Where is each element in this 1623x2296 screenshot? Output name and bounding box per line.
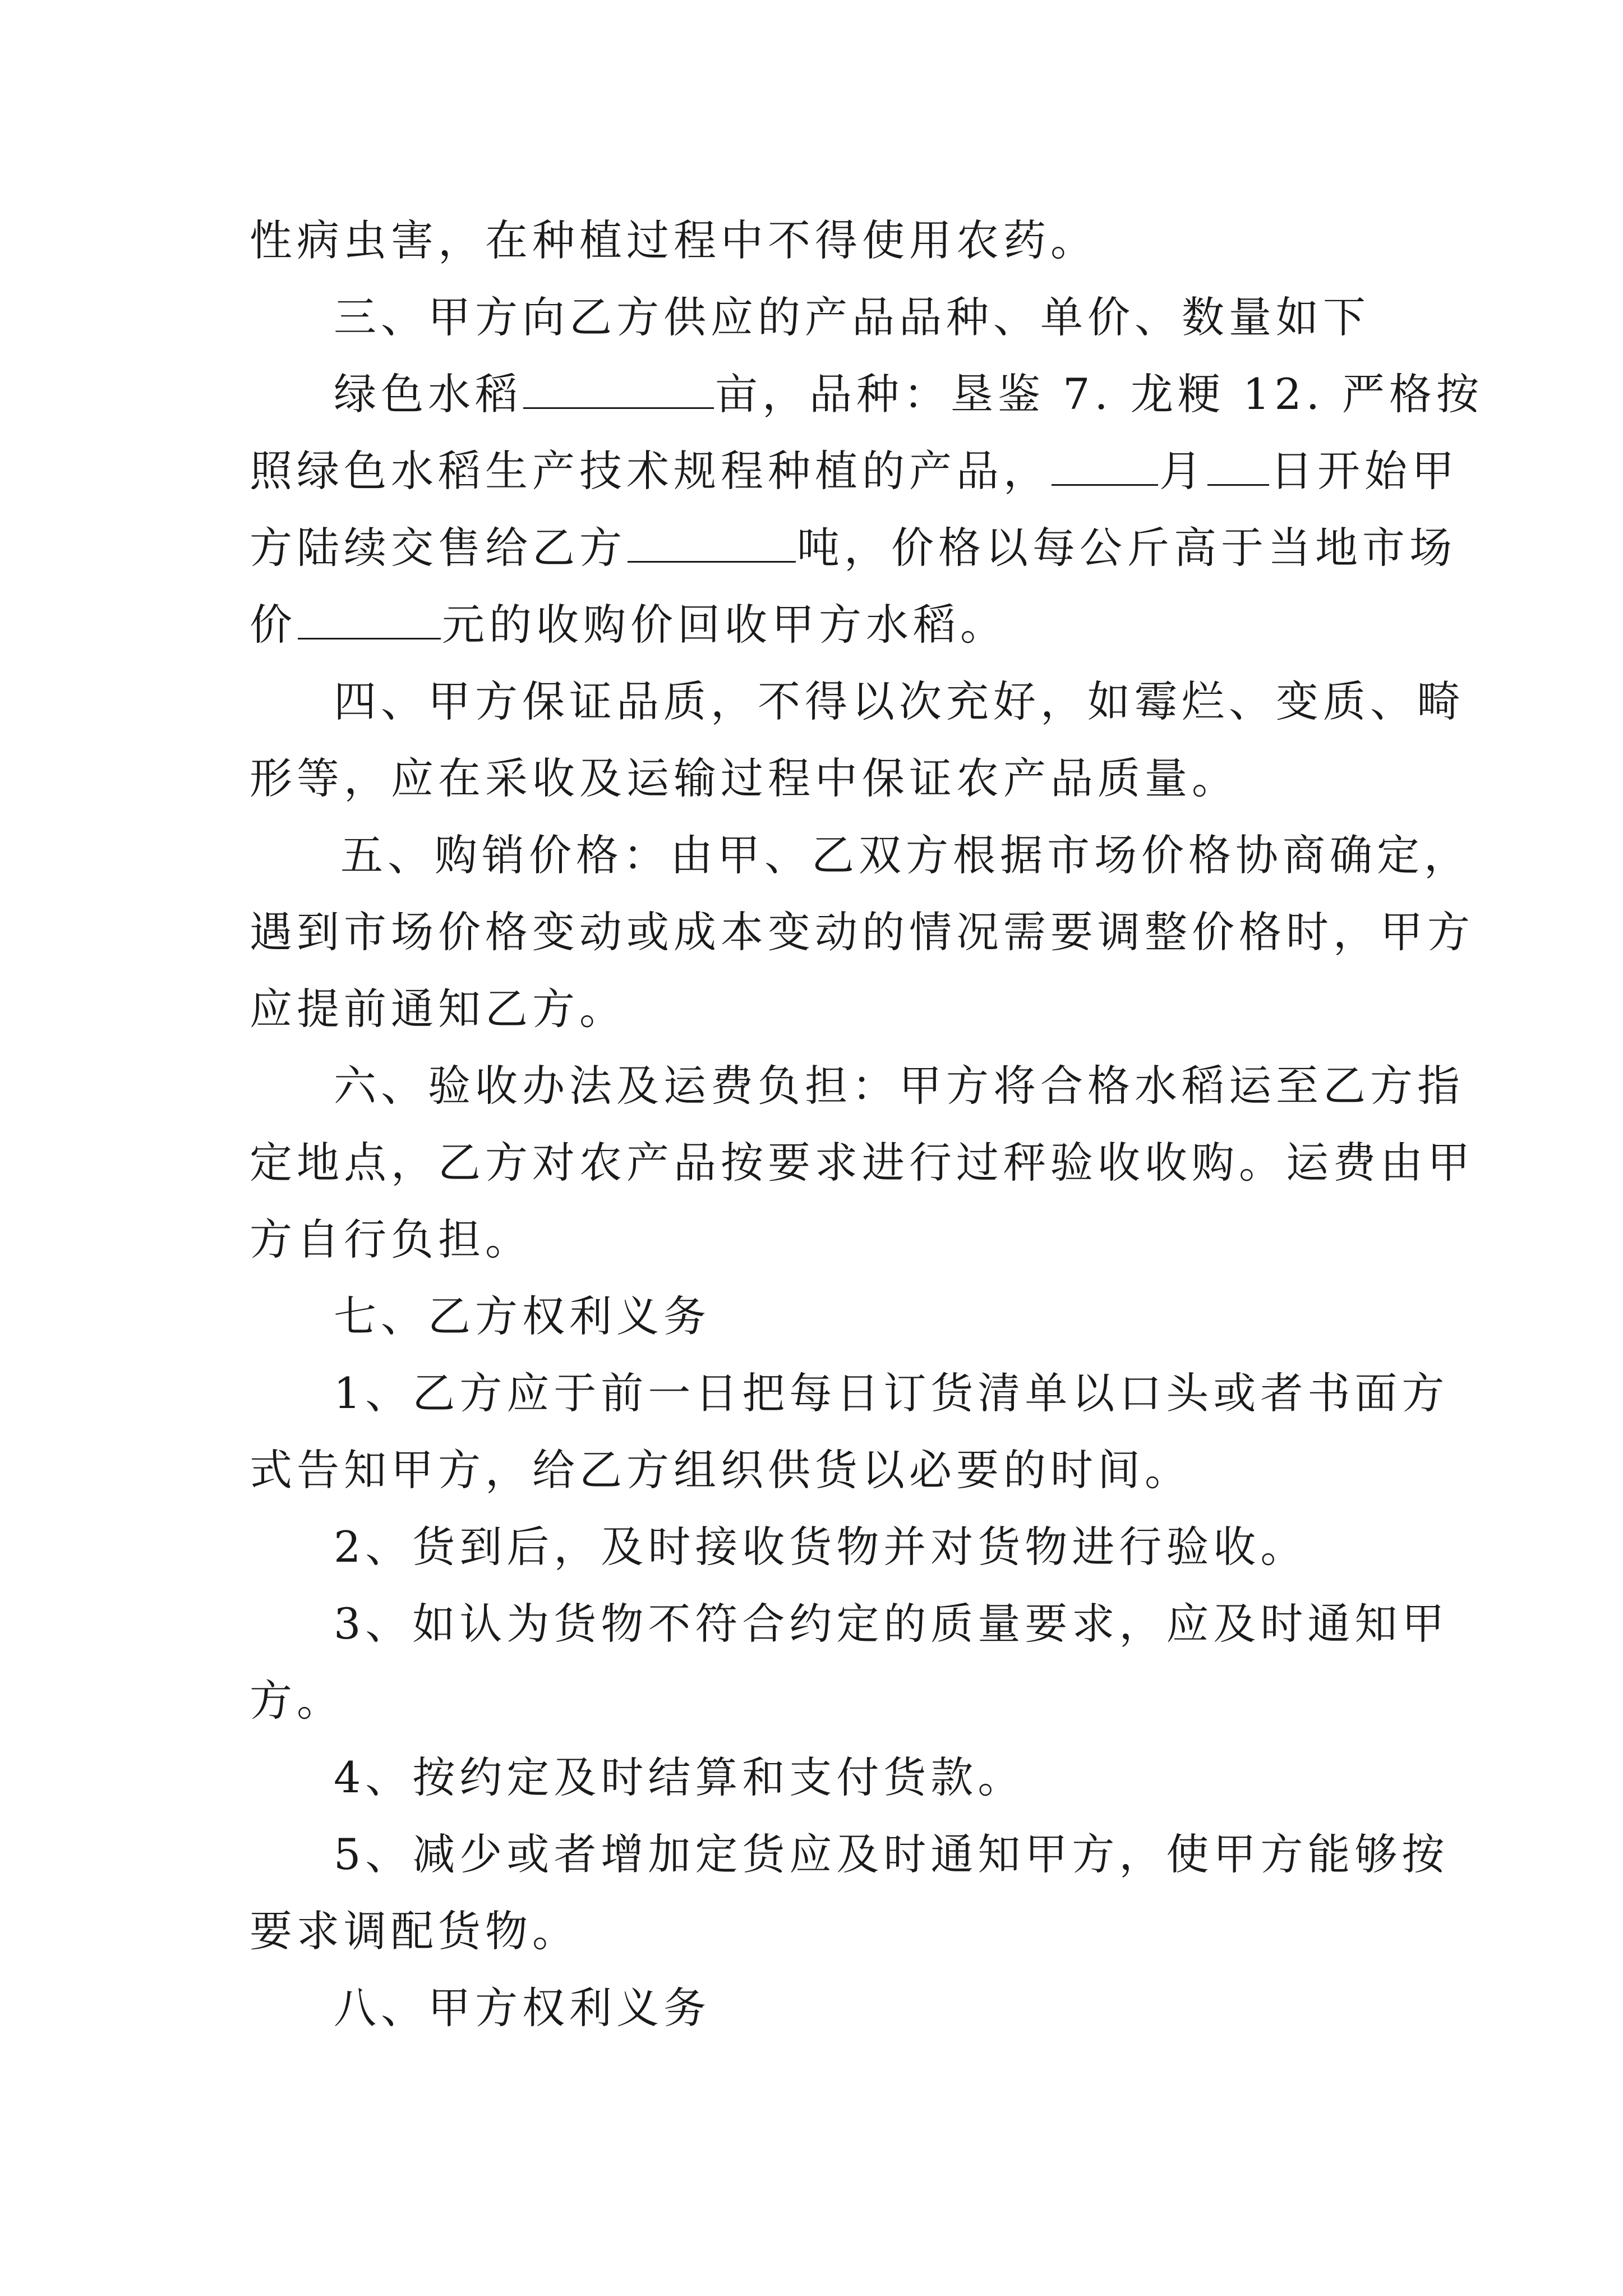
line-text: 亩，品种：垦鉴 7. 龙粳 12. 严格按 [715,369,1484,419]
list-item-2 [250,1508,1416,1585]
line-text: 日开始甲 [1270,446,1459,496]
list-item-1 [250,1355,1449,1432]
line-text: 六、验收办法及运费负担：甲方将合格水稻运至乙方指 [334,1061,1464,1111]
line-text: 五、购销价格：由甲、乙双方根据市场价格协商确定， [340,830,1471,880]
line-text: 4、按约定及时结算和支付货款。 [334,1752,1025,1802]
blank-acres [523,368,714,409]
section-heading-5 [250,817,1471,894]
text-line [250,356,1484,432]
text-line [250,1893,1416,1970]
list-item-5 [250,1816,1449,1893]
line-text: 八、甲方权利义务 [334,1983,711,2033]
line-text: 1、乙方应于前一日把每日订货清单以口头或者书面方 [334,1368,1449,1418]
section-heading-8 [250,1970,1416,2046]
line-text: 方自行负担。 [250,1214,532,1264]
document-body [250,202,1484,2046]
text-line [250,1124,1474,1201]
line-text: 三、甲方向乙方供应的产品品种、单价、数量如下 [334,292,1370,342]
list-item-3 [250,1585,1449,1662]
line-text: 方。 [250,1676,344,1726]
section-heading-4 [250,663,1464,740]
text-line [250,432,1459,509]
line-text: 形等，应在采收及运输过程中保证农产品质量。 [250,753,1239,803]
text-line [250,1432,1416,1508]
list-item-4 [250,1739,1416,1816]
line-text: 应提前通知乙方。 [250,984,626,1034]
line-text: 3、如认为货物不符合约定的质量要求，应及时通知甲 [334,1599,1449,1649]
line-text: 月 [1159,446,1206,496]
line-text: 绿色水稻 [334,369,522,419]
line-text: 方陆续交售给乙方 [250,523,626,573]
blank-tons [628,522,796,563]
line-text: 七、乙方权利义务 [334,1291,711,1341]
blank-day [1207,445,1269,486]
text-line [250,509,1456,586]
text-line [250,894,1474,970]
line-text: 要求调配货物。 [250,1906,579,1956]
blank-month [1052,445,1158,486]
text-line [250,586,1416,663]
section-heading-6 [250,1047,1464,1124]
blank-price [298,599,441,639]
line-text: 性病虫害，在种植过程中不得使用农药。 [250,215,1098,265]
line-text: 照绿色水稻生产技术规程种植的产品， [250,446,1050,496]
line-text: 2、货到后，及时接收货物并对货物进行验收。 [334,1522,1308,1572]
line-text: 四、甲方保证品质，不得以次充好，如霉烂、变质、畸 [334,677,1464,726]
line-text: 元的收购价回收甲方水稻。 [442,600,1007,650]
line-text: 遇到市场价格变动或成本变动的情况需要调整价格时，甲方 [250,907,1474,957]
line-text: 定地点，乙方对农产品按要求进行过秤验收收购。运费由甲 [250,1138,1474,1188]
text-line [250,202,1416,279]
line-text: 式告知甲方，给乙方组织供货以必要的时间。 [250,1445,1192,1495]
section-heading-7 [250,1278,1416,1355]
section-heading-3 [250,279,1416,356]
text-line [250,970,1416,1047]
text-line [250,1662,1416,1739]
text-line [250,1201,1416,1278]
text-line [250,740,1416,817]
line-text: 价 [250,600,297,650]
line-text: 吨，价格以每公斤高于当地市场 [797,523,1456,573]
line-text: 5、减少或者增加定货应及时通知甲方，使甲方能够按 [334,1829,1449,1879]
